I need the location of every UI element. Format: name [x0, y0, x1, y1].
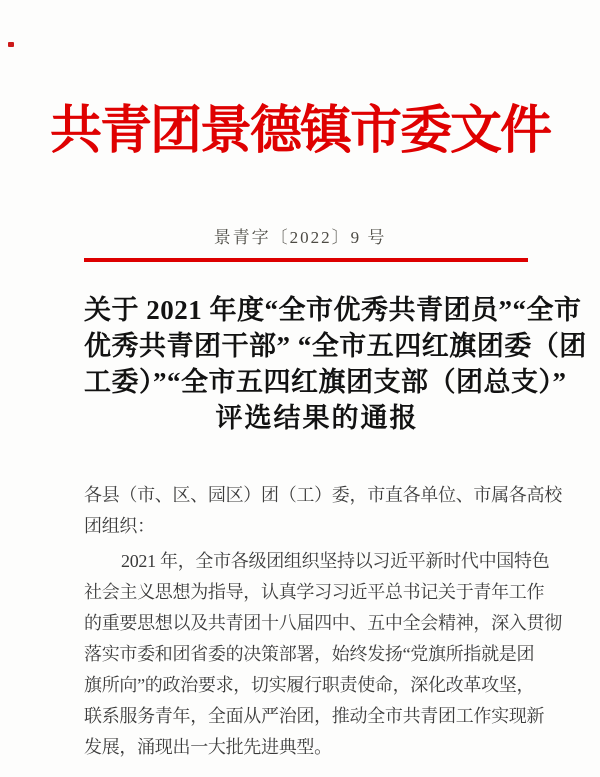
salutation-line: 团组织：: [84, 516, 155, 536]
document-title-line: 评选结果的通报: [215, 403, 419, 433]
document-org-title: 共青团景德镇市委文件: [49, 103, 550, 160]
document-reference-number: 景青字〔2022〕9 号: [213, 228, 387, 247]
paragraph-line: 发展，涌现出一大批先进典型。: [84, 737, 332, 757]
paragraph-line: 2021 年，全市各级团组织坚持以习近平新时代中国特色: [121, 551, 550, 571]
paragraph-line: 旗所向”的政治要求，切实履行职责使命，深化改革攻坚，: [84, 675, 535, 695]
document-title-line: 关于 2021 年度“全市优秀共青团员”“全市: [84, 295, 582, 325]
salutation-line: 各县（市、区、园区）团（工）委，市直各单位、市属各高校: [84, 485, 562, 505]
document-title-line: 优秀共青团干部” “全市五四红旗团委（团: [84, 331, 587, 361]
paragraph-line: 联系服务青年，全面从严治团，推动全市共青团工作实现新: [84, 706, 545, 726]
paragraph-line: 社会主义思想为指导，认真学习习近平总书记关于青年工作: [84, 582, 545, 602]
document-title: [84, 292, 587, 436]
document-body: [84, 480, 562, 763]
paragraph-line: 的重要思想以及共青团十八届四中、五中全会精神，深入贯彻: [84, 613, 562, 633]
document-title-line: 工委）”“全市五四红旗团支部（团总支）”: [84, 367, 567, 397]
red-divider-line: [84, 258, 528, 262]
scan-artifact-speck: [8, 42, 14, 47]
paragraph-line: 落实市委和团省委的决策部署，始终发扬“党旗所指就是团: [84, 644, 535, 664]
